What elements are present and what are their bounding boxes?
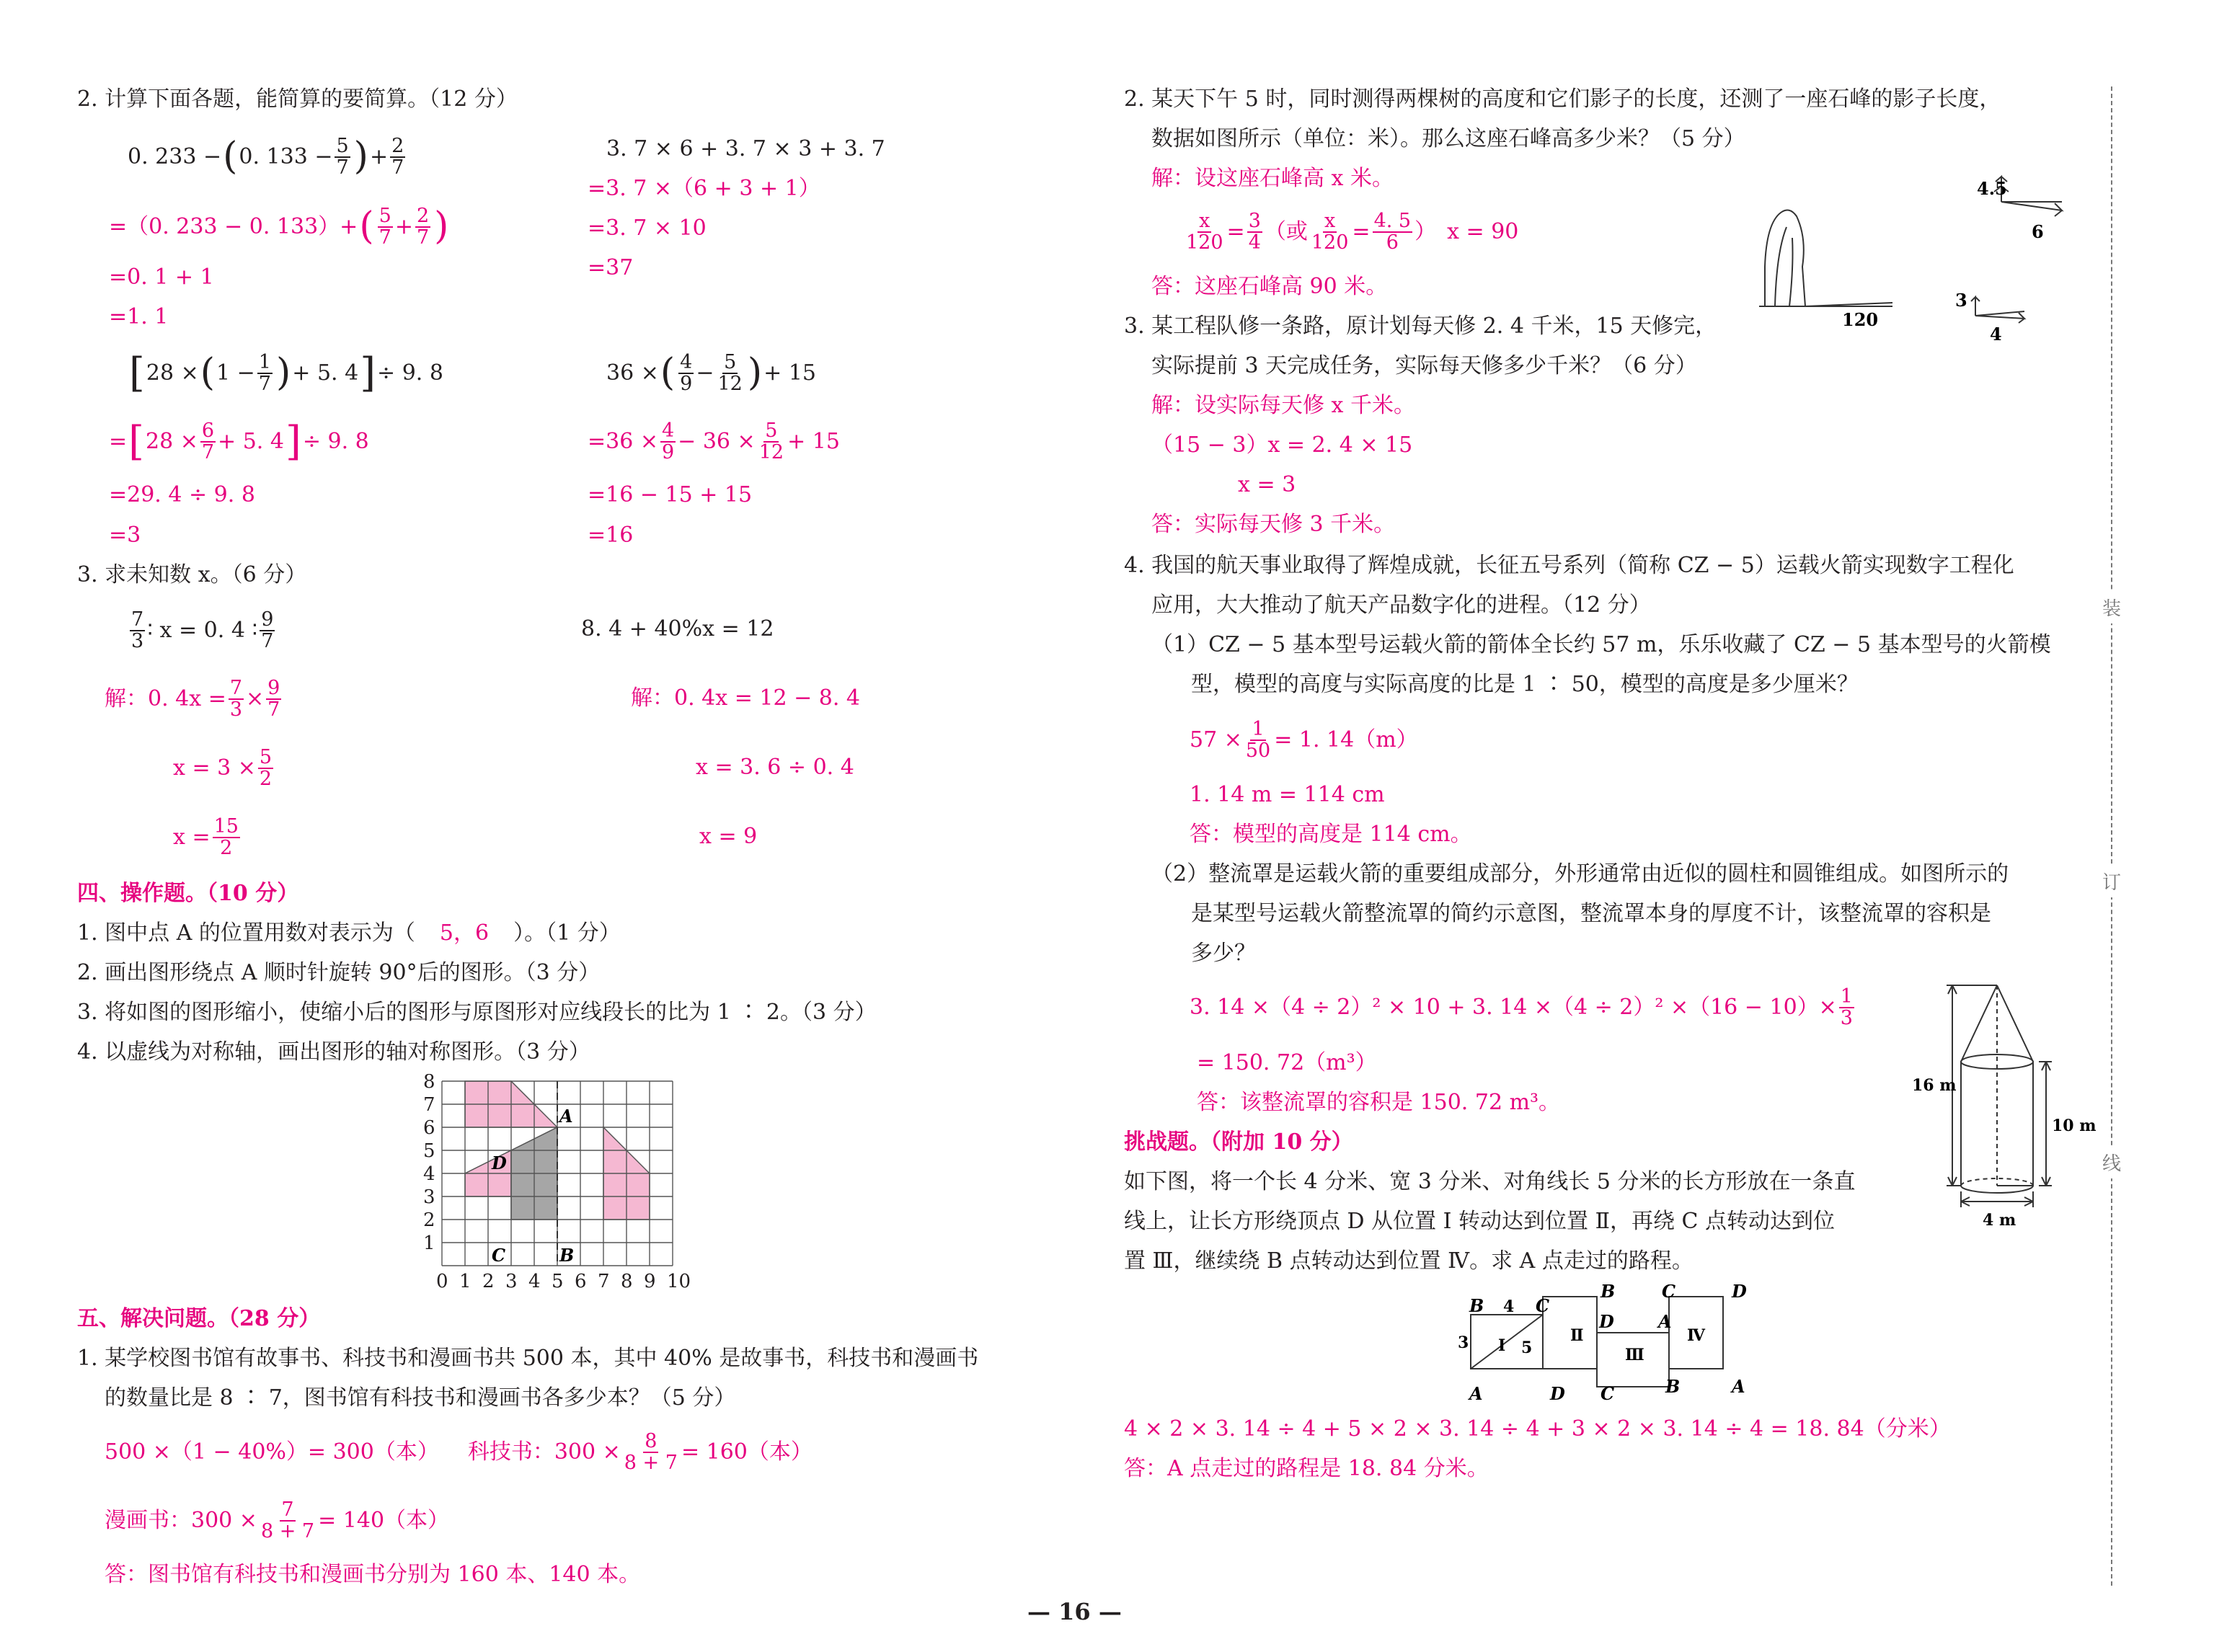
calc-b-step1: =3. 7 ×（6 + 3 + 1） — [588, 176, 820, 201]
y-tick-label: 4 — [423, 1163, 435, 1185]
q3-title: 3. 求未知数 x。（6 分） — [77, 562, 307, 587]
tree-shadow-figure — [1745, 159, 2091, 353]
sec4-q1: 1. 图中点 A 的位置用数对表示为（ 5，6 ）。（1 分） — [77, 920, 621, 946]
equation-a-step2: x = 3 × 5 2 — [173, 745, 273, 790]
calc-d-step2: =16 − 15 + 15 — [588, 482, 753, 507]
equation-a-result: x = 15 2 — [173, 814, 239, 859]
point-a-label: A — [559, 1106, 573, 1127]
rock-peak-icon — [1765, 210, 1805, 306]
r-q2-answer: 答：这座石峰高 90 米。 — [1151, 274, 1388, 299]
svg-text:4: 4 — [1503, 1297, 1515, 1316]
sec5-q1-line1: 1. 某学校图书馆有故事书、科技书和漫画书共 500 本，其中 40% 是故事书，科技书和漫画书 — [77, 1346, 979, 1371]
calc-b-expression: 3. 7 × 6 + 3. 7 × 3 + 3. 7 — [606, 136, 885, 161]
margin-char-2: 订 — [2102, 865, 2121, 897]
x-tick-label: 7 — [598, 1271, 610, 1292]
svg-text:Ⅱ: Ⅱ — [1570, 1326, 1584, 1345]
calc-d-expression: 36 × ( 4 9 − 5 12 ) + 15 — [606, 350, 816, 395]
svg-text:A: A — [1469, 1383, 1483, 1404]
r-q4-part2-line1: （2）整流罩是运载火箭的重要组成部分，外形通常由近似的圆柱和圆锥组成。如图所示的 — [1151, 861, 2009, 887]
point-c-label: C — [492, 1245, 506, 1266]
tree1-shadow-label: 6 — [2032, 221, 2044, 242]
calc-a-result: =1. 1 — [109, 304, 169, 329]
svg-text:5: 5 — [1521, 1338, 1533, 1357]
section4-title: 四、操作题。（10 分） — [77, 881, 299, 906]
x-tick-label: 0 — [436, 1271, 448, 1292]
calc-a-expression: 0. 233 − ( 0. 133 − 5 7 ) + 2 7 — [128, 134, 404, 179]
calc-c-expression: [ 28 × ( 1 − 1 7 ) + 5. 4 ] ÷ 9. 8 — [129, 349, 443, 396]
rolling-rectangle-figure — [1449, 1284, 1752, 1407]
calc-c-result: =3 — [109, 523, 141, 548]
sec5-q1-answer: 答：图书馆有科技书和漫画书分别为 160 本、140 本。 — [105, 1562, 641, 1587]
x-tick-label: 10 — [667, 1271, 691, 1292]
r-q3-solution3: x = 3 — [1238, 472, 1296, 497]
svg-text:3: 3 — [1458, 1333, 1469, 1352]
calc-b-result: =37 — [588, 255, 634, 280]
challenge-line3: 置 Ⅲ，继续绕 B 点转动达到位置 Ⅳ。求 A 点走过的路程。 — [1124, 1248, 1694, 1274]
svg-text:B: B — [1665, 1376, 1681, 1397]
tree2-shadow-label: 4 — [1990, 324, 2002, 345]
calc-c-step1: = [ 28 × 6 7 + 5. 4 ] ÷ 9. 8 — [109, 417, 369, 465]
r-q4-line1: 4. 我国的航天事业取得了辉煌成就，长征五号系列（简称 CZ − 5）运载火箭实现数字工程化 — [1124, 553, 2014, 578]
fairing-cylinder-height-label: 10 m — [2052, 1116, 2097, 1135]
svg-text:B: B — [1600, 1284, 1616, 1302]
r-q2-line1: 2. 某天下午 5 时，同时测得两棵树的高度和它们影子的长度，还测了一座石峰的影子长度， — [1124, 86, 2001, 112]
margin-char-3: 线 — [2102, 1146, 2121, 1178]
svg-text:C: C — [1536, 1295, 1550, 1316]
equation-a: 7 3 ∶ x = 0. 4 ∶ 9 7 — [131, 608, 274, 652]
fairing-diameter-label: 4 m — [1983, 1211, 2016, 1230]
calc-d-result: =16 — [588, 523, 634, 548]
svg-text:A: A — [1658, 1311, 1672, 1332]
y-tick-label: 5 — [423, 1140, 435, 1162]
x-tick-label: 8 — [621, 1271, 633, 1292]
equation-b: 8. 4 + 40%x = 12 — [581, 616, 774, 641]
calc-d-step1: =36 × 4 9 − 36 × 5 12 + 15 — [588, 419, 840, 463]
svg-text:C: C — [1662, 1284, 1676, 1302]
point-b-label: B — [559, 1245, 575, 1266]
r-q3-line2: 实际提前 3 天完成任务，实际每天修多少千米？（6 分） — [1151, 353, 1697, 378]
y-tick-label: 2 — [423, 1209, 435, 1231]
calc-a-step2: =0. 1 + 1 — [109, 265, 214, 290]
y-tick-label: 8 — [423, 1074, 435, 1093]
x-tick-label: 9 — [644, 1271, 656, 1292]
margin-char-1: 装 — [2102, 591, 2121, 623]
equation-b-step2: x = 3. 6 ÷ 0. 4 — [696, 755, 854, 780]
sec4-q4: 4. 以虚线为对称轴，画出图形的轴对称图形。（3 分） — [77, 1039, 590, 1065]
sec5-q1-line2: 的数量比是 8 ∶ 7，图书馆有科技书和漫画书各多少本？（5 分） — [105, 1385, 736, 1411]
sec4-q2: 2. 画出图形绕点 A 顺时针旋转 90°后的图形。（3 分） — [77, 960, 601, 985]
tree1-height-label: 4.5 — [1977, 178, 2007, 199]
r-q4-part2-line3: 多少？ — [1191, 941, 1256, 966]
y-tick-label: 6 — [423, 1117, 435, 1139]
section5-title: 五、解决问题。（28 分） — [77, 1306, 321, 1331]
r-q4-part2-solution1: 3. 14 ×（4 ÷ 2）² × 10 + 3. 14 ×（4 ÷ 2）² ×（16 − 10）× $\frac{1}{3}$ — [1190, 985, 1853, 1029]
r-q4-line2: 应用，大大推动了航天产品数字化的进程。（12 分） — [1151, 592, 1651, 618]
sec4-q3: 3. 将如图的图形缩小，使缩小后的图形与原图形对应线段长的比为 1 ∶ 2。（3 分） — [77, 1000, 877, 1025]
fairing-figure — [1911, 977, 2098, 1236]
equation-b-step1: 解：0. 4x = 12 − 8. 4 — [631, 685, 861, 711]
calc-c-step2: =29. 4 ÷ 9. 8 — [109, 482, 255, 507]
r-q2-line2: 数据如图所示（单位：米）。那么这座石峰高多少米？（5 分） — [1151, 126, 1745, 151]
svg-text:Ⅲ: Ⅲ — [1625, 1346, 1644, 1364]
r-q4-part1-solution1: 57 × $\frac{1}{50}$ = 1. 14（m） — [1190, 717, 1418, 762]
r-q4-part1-solution2: 1. 14 m = 114 cm — [1190, 782, 1385, 807]
sec5-q1-solution1: 500 ×（1 − 40%）= 300（本） 科技书：300 × $\frac{8}{8 + 7}$ = 160（本） — [105, 1429, 813, 1474]
r-q4-part1-line2: 型，模型的高度与实际高度的比是 1 ∶ 50，模型的高度是多少厘米？ — [1191, 672, 1859, 697]
r-q4-part2-solution2: = 150. 72（m³） — [1197, 1050, 1377, 1075]
svg-text:B: B — [1469, 1295, 1484, 1316]
svg-text:C: C — [1600, 1383, 1615, 1404]
challenge-line1: 如下图，将一个长 4 分米、宽 3 分米、对角线长 5 分米的长方形放在一条直 — [1124, 1169, 1856, 1194]
r-q3-solution2: （15 − 3）x = 2. 4 × 15 — [1151, 432, 1413, 458]
x-tick-label: 3 — [505, 1271, 518, 1292]
svg-text:D: D — [1599, 1311, 1614, 1332]
rock-shadow-label: 120 — [1842, 309, 1879, 330]
sec4-q1-answer: 5，6 — [439, 920, 490, 946]
r-q2-solution1: 解：设这座石峰高 x 米。 — [1151, 166, 1394, 191]
x-tick-label: 1 — [459, 1271, 471, 1292]
binding-margin-line — [2111, 86, 2112, 1586]
x-tick-label: 2 — [482, 1271, 495, 1292]
equation-b-result: x = 9 — [699, 824, 758, 849]
coordinate-grid-figure — [418, 1074, 699, 1297]
y-tick-label: 7 — [423, 1094, 435, 1116]
sec5-q1-solution2: 漫画书：300 × $\frac{7}{8 + 7}$ = 140（本） — [105, 1498, 450, 1542]
challenge-answer: 答：A 点走过的路程是 18. 84 分米。 — [1124, 1456, 1489, 1481]
challenge-line2: 线上，让长方形绕顶点 D 从位置 Ⅰ 转动达到位置 Ⅱ，再绕 C 点转动达到位 — [1124, 1209, 1836, 1234]
svg-text:Ⅰ: Ⅰ — [1498, 1336, 1506, 1355]
svg-text:D: D — [1550, 1383, 1565, 1404]
r-q4-part2-answer: 答：该整流罩的容积是 150. 72 m³。 — [1197, 1090, 1561, 1115]
r-q2-solution2: x 120 = 3 4 （或 x 120 = 4. 5 6 ） x = 90 — [1186, 209, 1519, 254]
calc-a-step1: =（0. 233 − 0. 133）+ ( 5 7 + 2 7 ) — [109, 204, 449, 249]
x-tick-label: 6 — [575, 1271, 587, 1292]
tree-icon-2 — [1971, 297, 1980, 316]
r-q4-part1-line1: （1）CZ − 5 基本型号运载火箭的箭体全长约 57 m，乐乐收藏了 CZ − 5 基本型号的火箭模 — [1151, 632, 2051, 657]
x-tick-label: 4 — [528, 1271, 541, 1292]
r-q3-line1: 3. 某工程队修一条路，原计划每天修 2. 4 千米，15 天修完， — [1124, 314, 1717, 339]
r-q3-answer: 答：实际每天修 3 千米。 — [1151, 512, 1396, 537]
calc-b-step2: =3. 7 × 10 — [588, 216, 707, 241]
fairing-total-height-label: 16 m — [1912, 1076, 1957, 1095]
r-q3-solution1: 解：设实际每天修 x 千米。 — [1151, 393, 1415, 418]
svg-text:A: A — [1732, 1376, 1745, 1397]
r-q4-part1-answer: 答：模型的高度是 114 cm。 — [1190, 822, 1472, 847]
challenge-solution: 4 × 2 × 3. 14 ÷ 4 + 5 × 2 × 3. 14 ÷ 4 + 3 × 2 × 3. 14 ÷ 4 = 18. 84（分米） — [1124, 1416, 1951, 1442]
page-number: — 16 — — [1027, 1598, 1122, 1625]
q2-title: 2. 计算下面各题，能简算的要简算。（12 分） — [77, 86, 518, 112]
y-tick-label: 1 — [423, 1233, 435, 1254]
svg-text:D: D — [1732, 1284, 1747, 1302]
challenge-title: 挑战题。（附加 10 分） — [1124, 1129, 1353, 1155]
equation-a-step1: 解：0. 4x = 7 3 × 9 7 — [105, 676, 280, 721]
tree2-height-label: 3 — [1955, 290, 1967, 311]
r-q4-part2-line2: 是某型号运载火箭整流罩的简约示意图，整流罩本身的厚度不计，该整流罩的容积是 — [1191, 901, 1991, 926]
y-tick-label: 3 — [423, 1186, 435, 1208]
x-tick-label: 5 — [552, 1271, 564, 1292]
svg-text:Ⅳ: Ⅳ — [1687, 1326, 1705, 1345]
point-d-label: D — [492, 1153, 507, 1173]
